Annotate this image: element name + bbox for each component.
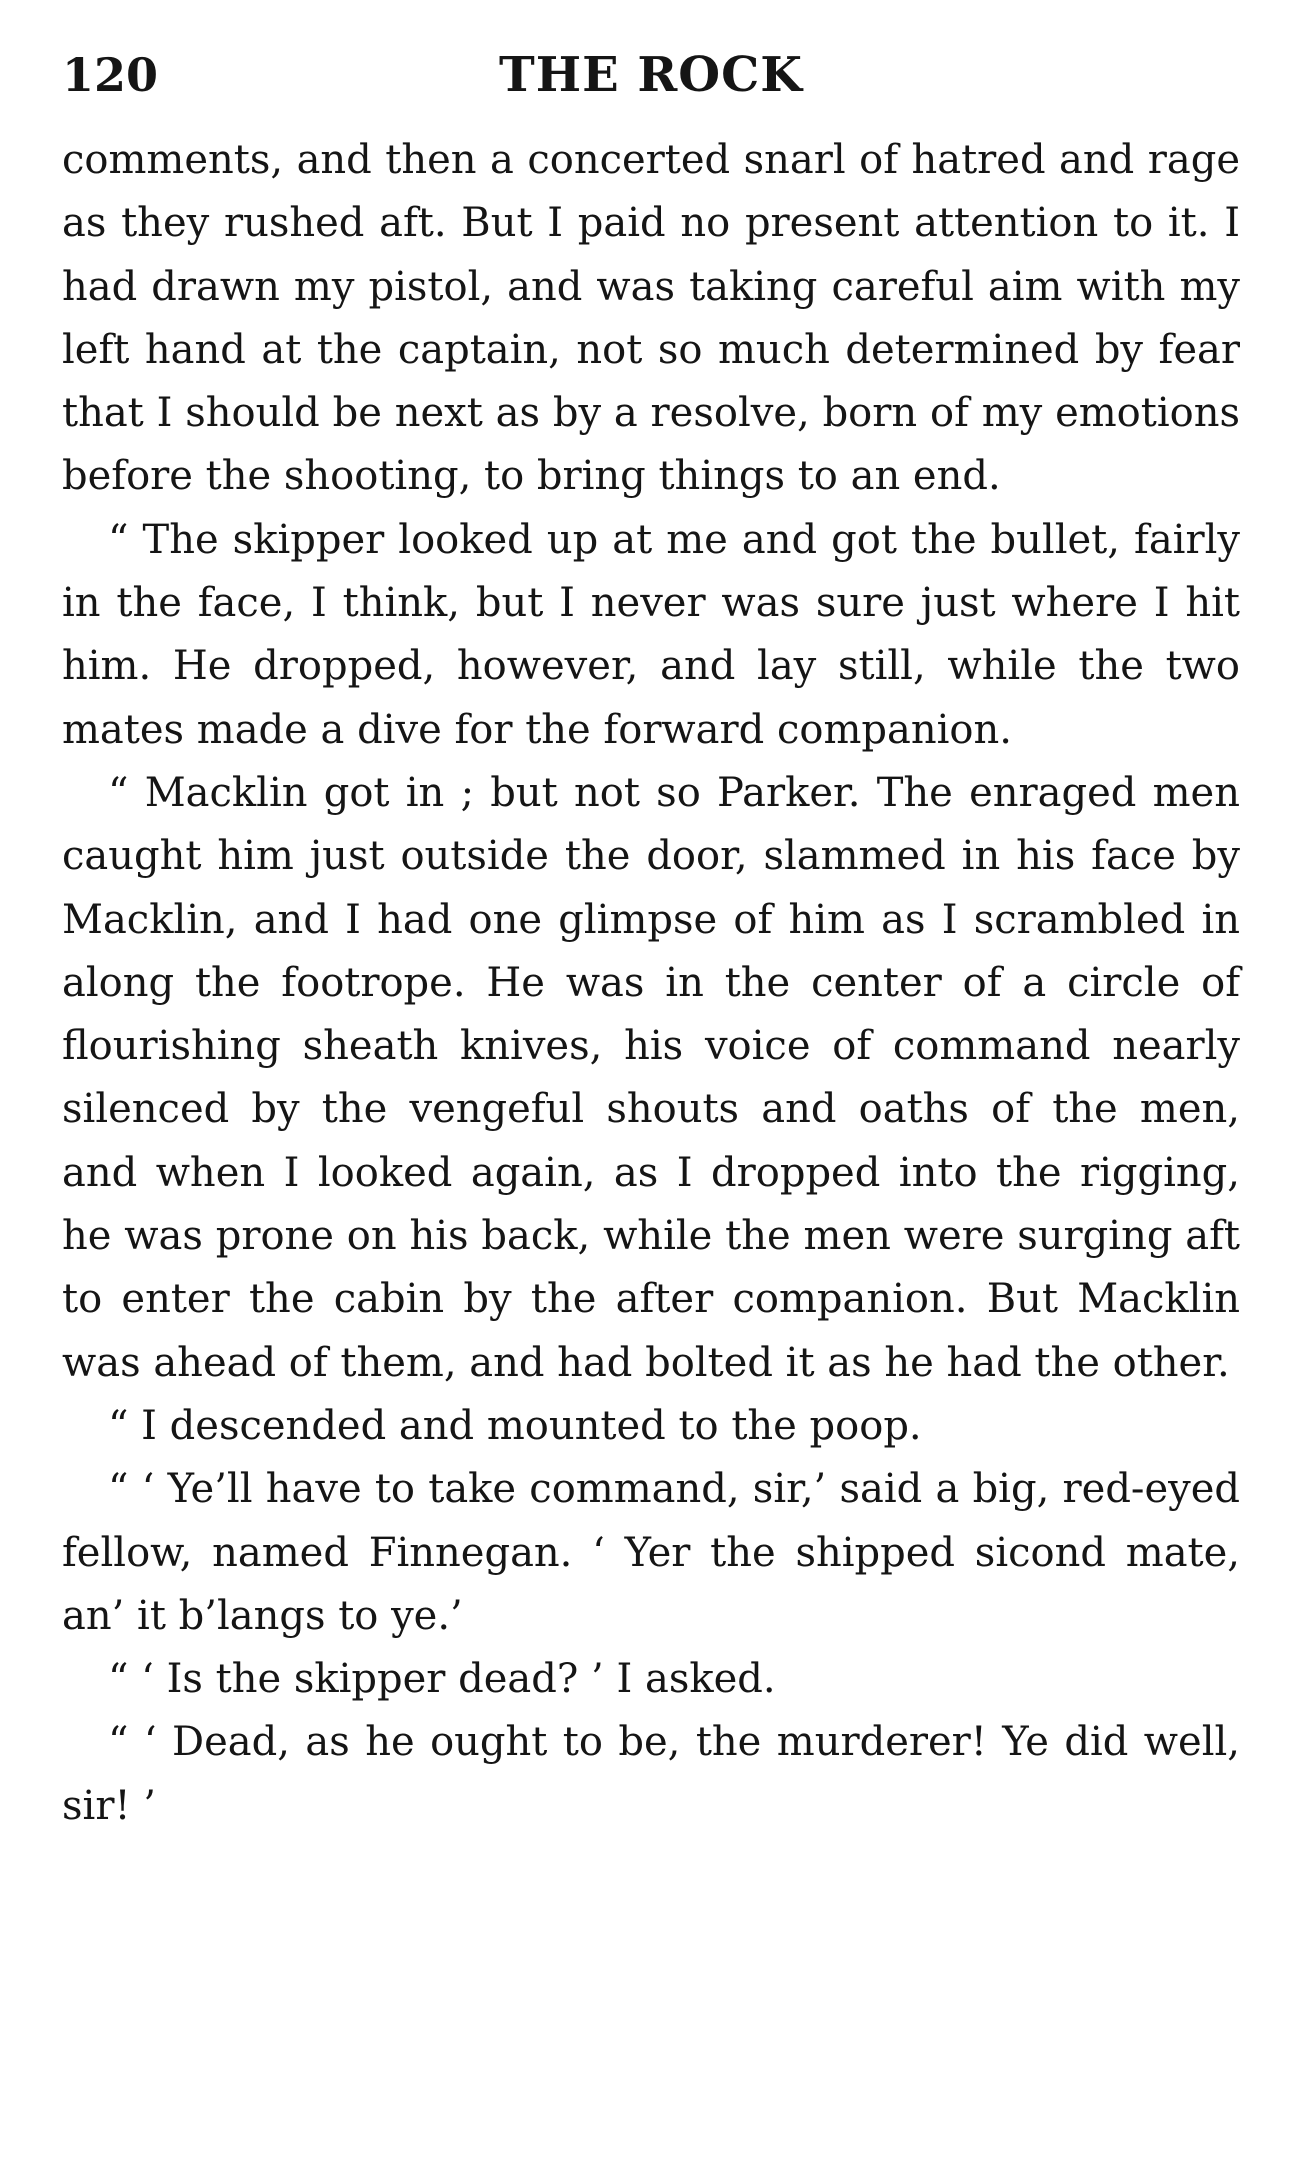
paragraph: “ I descended and mounted to the poop. bbox=[108, 1402, 922, 1449]
page-number: 120 bbox=[62, 48, 159, 102]
paragraph: “ The skipper looked up at me and got the bullet, fairly in the face, I think, but I never was sure just where I hit him. He dropped, however, and lay still, while the two mates made a dive for the forward companion. bbox=[62, 516, 1240, 753]
page-header bbox=[62, 40, 1240, 110]
paragraph: “ ‘ Ye’ll have to take command, sir,’ said a big, red-eyed fellow, named Finnegan. ‘ Yer the shipped sicond mate, an’ it b’langs to ye.’ bbox=[62, 1466, 1240, 1639]
paragraph: “ ‘ Dead, as he ought to be, the murderer! Ye did well, sir! ’ bbox=[62, 1719, 1240, 1829]
body-text bbox=[62, 129, 1240, 1838]
paragraph: “ ‘ Is the skipper dead? ’ I asked. bbox=[108, 1656, 776, 1703]
paragraph: “ Macklin got in ; but not so Parker. The enraged men caught him just outside the door, slammed in his face by Macklin, and I had one glimpse of him as I scrambled in along the footrope. He was in the center of a circle of flourishing sheath knives, his voice of command nearly silenced by the vengeful shouts and oaths of the men, and when I looked again, as I dropped into the rigging, he was prone on his back, while the men were surging aft to enter the cabin by the after companion. But Macklin was ahead of them, and had bolted it as he had the other. bbox=[62, 769, 1240, 1386]
running-title: THE ROCK bbox=[499, 47, 803, 103]
paragraph-continued: comments, and then a concerted snarl of hatred and rage as they rushed aft. But I paid no present attention to it. I had drawn my pistol, and was taking careful aim with my left hand at the captain, not so much determined by fear that I should be next as by a resolve, born of my emotions before the shooting, to bring things to an end. bbox=[62, 137, 1240, 500]
